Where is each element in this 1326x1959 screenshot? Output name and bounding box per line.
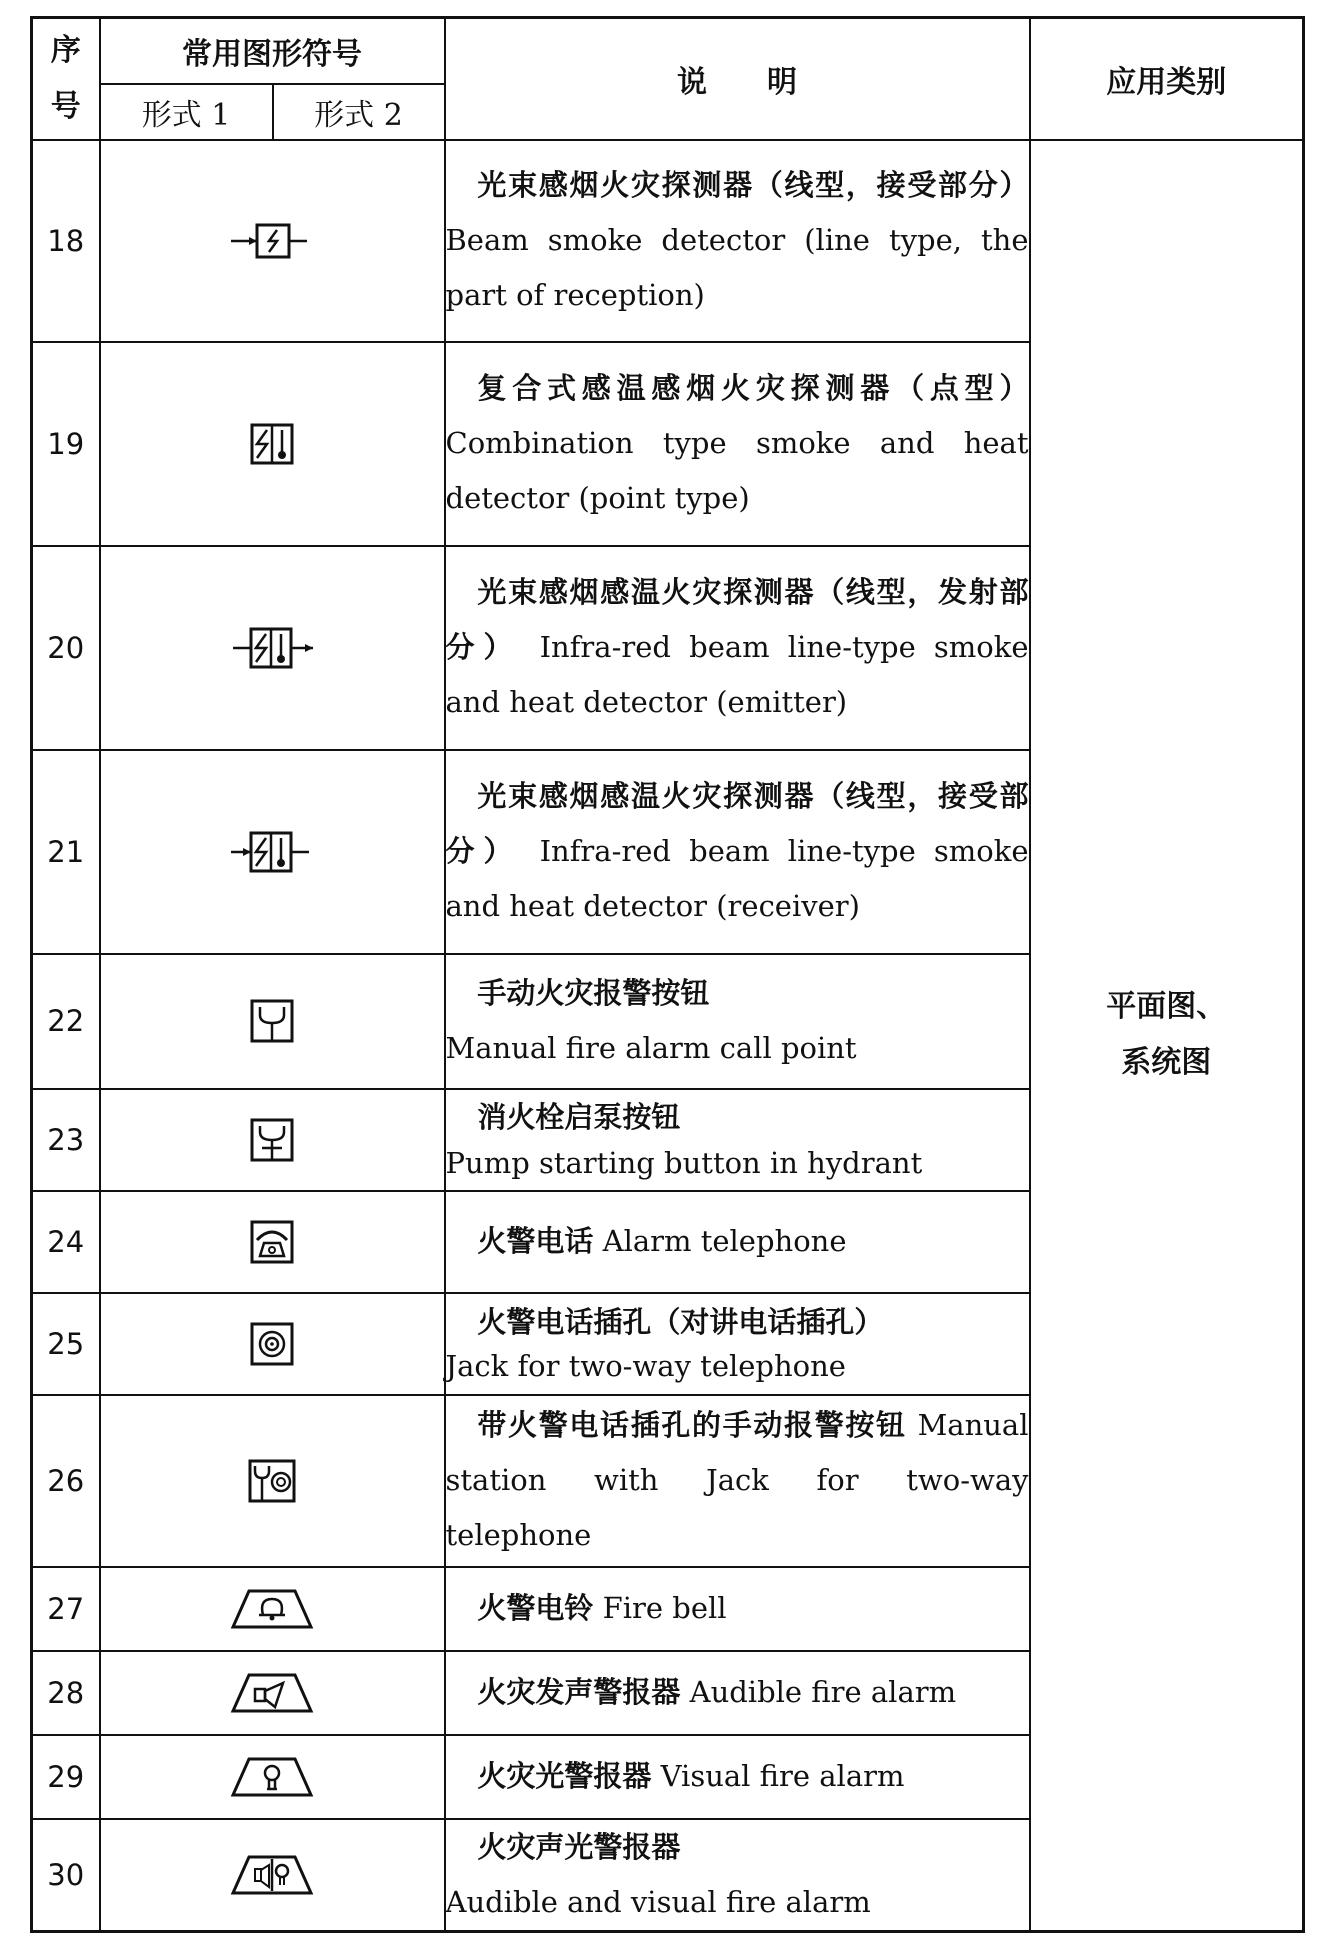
fire-bell-icon [229,1587,315,1631]
combination-smoke-heat-detector-icon [247,419,297,469]
desc-en: Infra-red beam line-type smoke and heat detector (emitter) [445,630,1029,719]
header-category: 应用类别 [1030,18,1304,140]
beam-smoke-heat-detector-emitter-icon [227,623,317,673]
desc-zh: 手动火灾报警按钮 [477,976,710,1010]
symbol-cell [100,954,445,1089]
symbol-cell [100,1735,445,1819]
row-number: 22 [32,954,100,1089]
header-seq-line1: 序 [50,32,81,68]
row-number: 25 [32,1293,100,1395]
desc-en: Jack for two-way telephone [445,1348,846,1383]
description-cell [445,750,1030,954]
symbol-cell [100,750,445,954]
description-cell [445,1651,1030,1735]
row-number: 29 [32,1735,100,1819]
row-number: 24 [32,1191,100,1293]
telephone-jack-icon [246,1318,298,1370]
description-cell [445,954,1030,1089]
desc-en: Combination type smoke and heat detector (point type) [445,426,1029,515]
description-cell [445,140,1030,342]
symbol-cell [100,1089,445,1191]
desc-en: Infra-red beam line-type smoke and heat detector (receiver) [445,834,1029,923]
header-description: 说 明 [445,18,1030,140]
description-cell [445,1293,1030,1395]
header-seq-line2: 号 [50,88,81,124]
row-number: 28 [32,1651,100,1735]
row-number: 26 [32,1395,100,1567]
desc-zh: 火警电话 [477,1224,594,1258]
audible-visual-fire-alarm-icon [229,1853,315,1897]
desc-en: Audible fire alarm [689,1675,957,1709]
desc-zh: 带火警电话插孔的手动报警按钮 [477,1408,907,1442]
row-number: 18 [32,140,100,342]
row-number: 19 [32,342,100,546]
desc-en: Visual fire alarm [660,1759,905,1793]
desc-en: Beam smoke detector (line type, the part of reception) [445,223,1029,312]
header-symbol-group: 常用图形符号 [100,18,445,84]
table-row [32,140,1304,342]
row-number: 23 [32,1089,100,1191]
desc-zh: 火警电话插孔（对讲电话插孔） [477,1304,884,1339]
description-cell [445,342,1030,546]
beam-smoke-detector-receiver-icon [227,219,317,263]
desc-en: Alarm telephone [602,1224,847,1258]
desc-zh: 光束感烟火灾探测器（线型，接受部分） [477,168,1029,202]
header-form1: 形式 1 [100,84,273,140]
desc-zh: 火灾光警报器 [477,1759,652,1793]
category-line1: 平面图、 [1106,989,1227,1024]
manual-call-point-icon [246,995,298,1047]
hydrant-pump-button-icon [246,1114,298,1166]
desc-zh: 火灾发声警报器 [477,1675,681,1709]
desc-en: Audible and visual fire alarm [445,1884,871,1919]
symbol-cell [100,342,445,546]
desc-zh: 消火栓启泵按钮 [477,1099,681,1134]
symbol-cell [100,1819,445,1932]
desc-zh: 光束感烟感温火灾探测器（线型，发射部分） [445,575,1029,664]
desc-en: Manual station with Jack for two-way telephone [445,1408,1029,1552]
symbol-cell [100,546,445,750]
category-line2: 系统图 [1121,1045,1212,1080]
description-cell [445,1395,1030,1567]
symbol-table [30,16,1305,1933]
category-cell [1030,140,1304,1932]
description-cell [445,1819,1030,1932]
desc-zh: 火警电铃 [477,1591,594,1625]
description-cell [445,1735,1030,1819]
desc-en: Pump starting button in hydrant [445,1145,923,1180]
symbol-cell [100,1651,445,1735]
desc-zh: 火灾声光警报器 [477,1829,681,1864]
header-form2: 形式 2 [273,84,445,140]
manual-station-with-jack-icon [244,1455,300,1507]
symbol-cell [100,140,445,342]
description-cell [445,546,1030,750]
desc-en: Manual fire alarm call point [445,1031,857,1065]
symbol-cell [100,1567,445,1651]
desc-en: Fire bell [602,1591,727,1625]
desc-zh: 光束感烟感温火灾探测器（线型，接受部分） [445,779,1029,868]
beam-smoke-heat-detector-receiver-icon [227,827,317,877]
symbol-cell [100,1395,445,1567]
desc-zh: 复合式感温感烟火灾探测器（点型） [477,371,1029,405]
description-cell [445,1191,1030,1293]
row-number: 20 [32,546,100,750]
header-seq [32,18,100,140]
row-number: 27 [32,1567,100,1651]
description-cell [445,1567,1030,1651]
visual-fire-alarm-icon [229,1755,315,1799]
description-cell [445,1089,1030,1191]
row-number: 21 [32,750,100,954]
symbol-cell [100,1191,445,1293]
audible-fire-alarm-icon [229,1671,315,1715]
row-number: 30 [32,1819,100,1932]
alarm-telephone-icon [246,1216,298,1268]
symbol-cell [100,1293,445,1395]
